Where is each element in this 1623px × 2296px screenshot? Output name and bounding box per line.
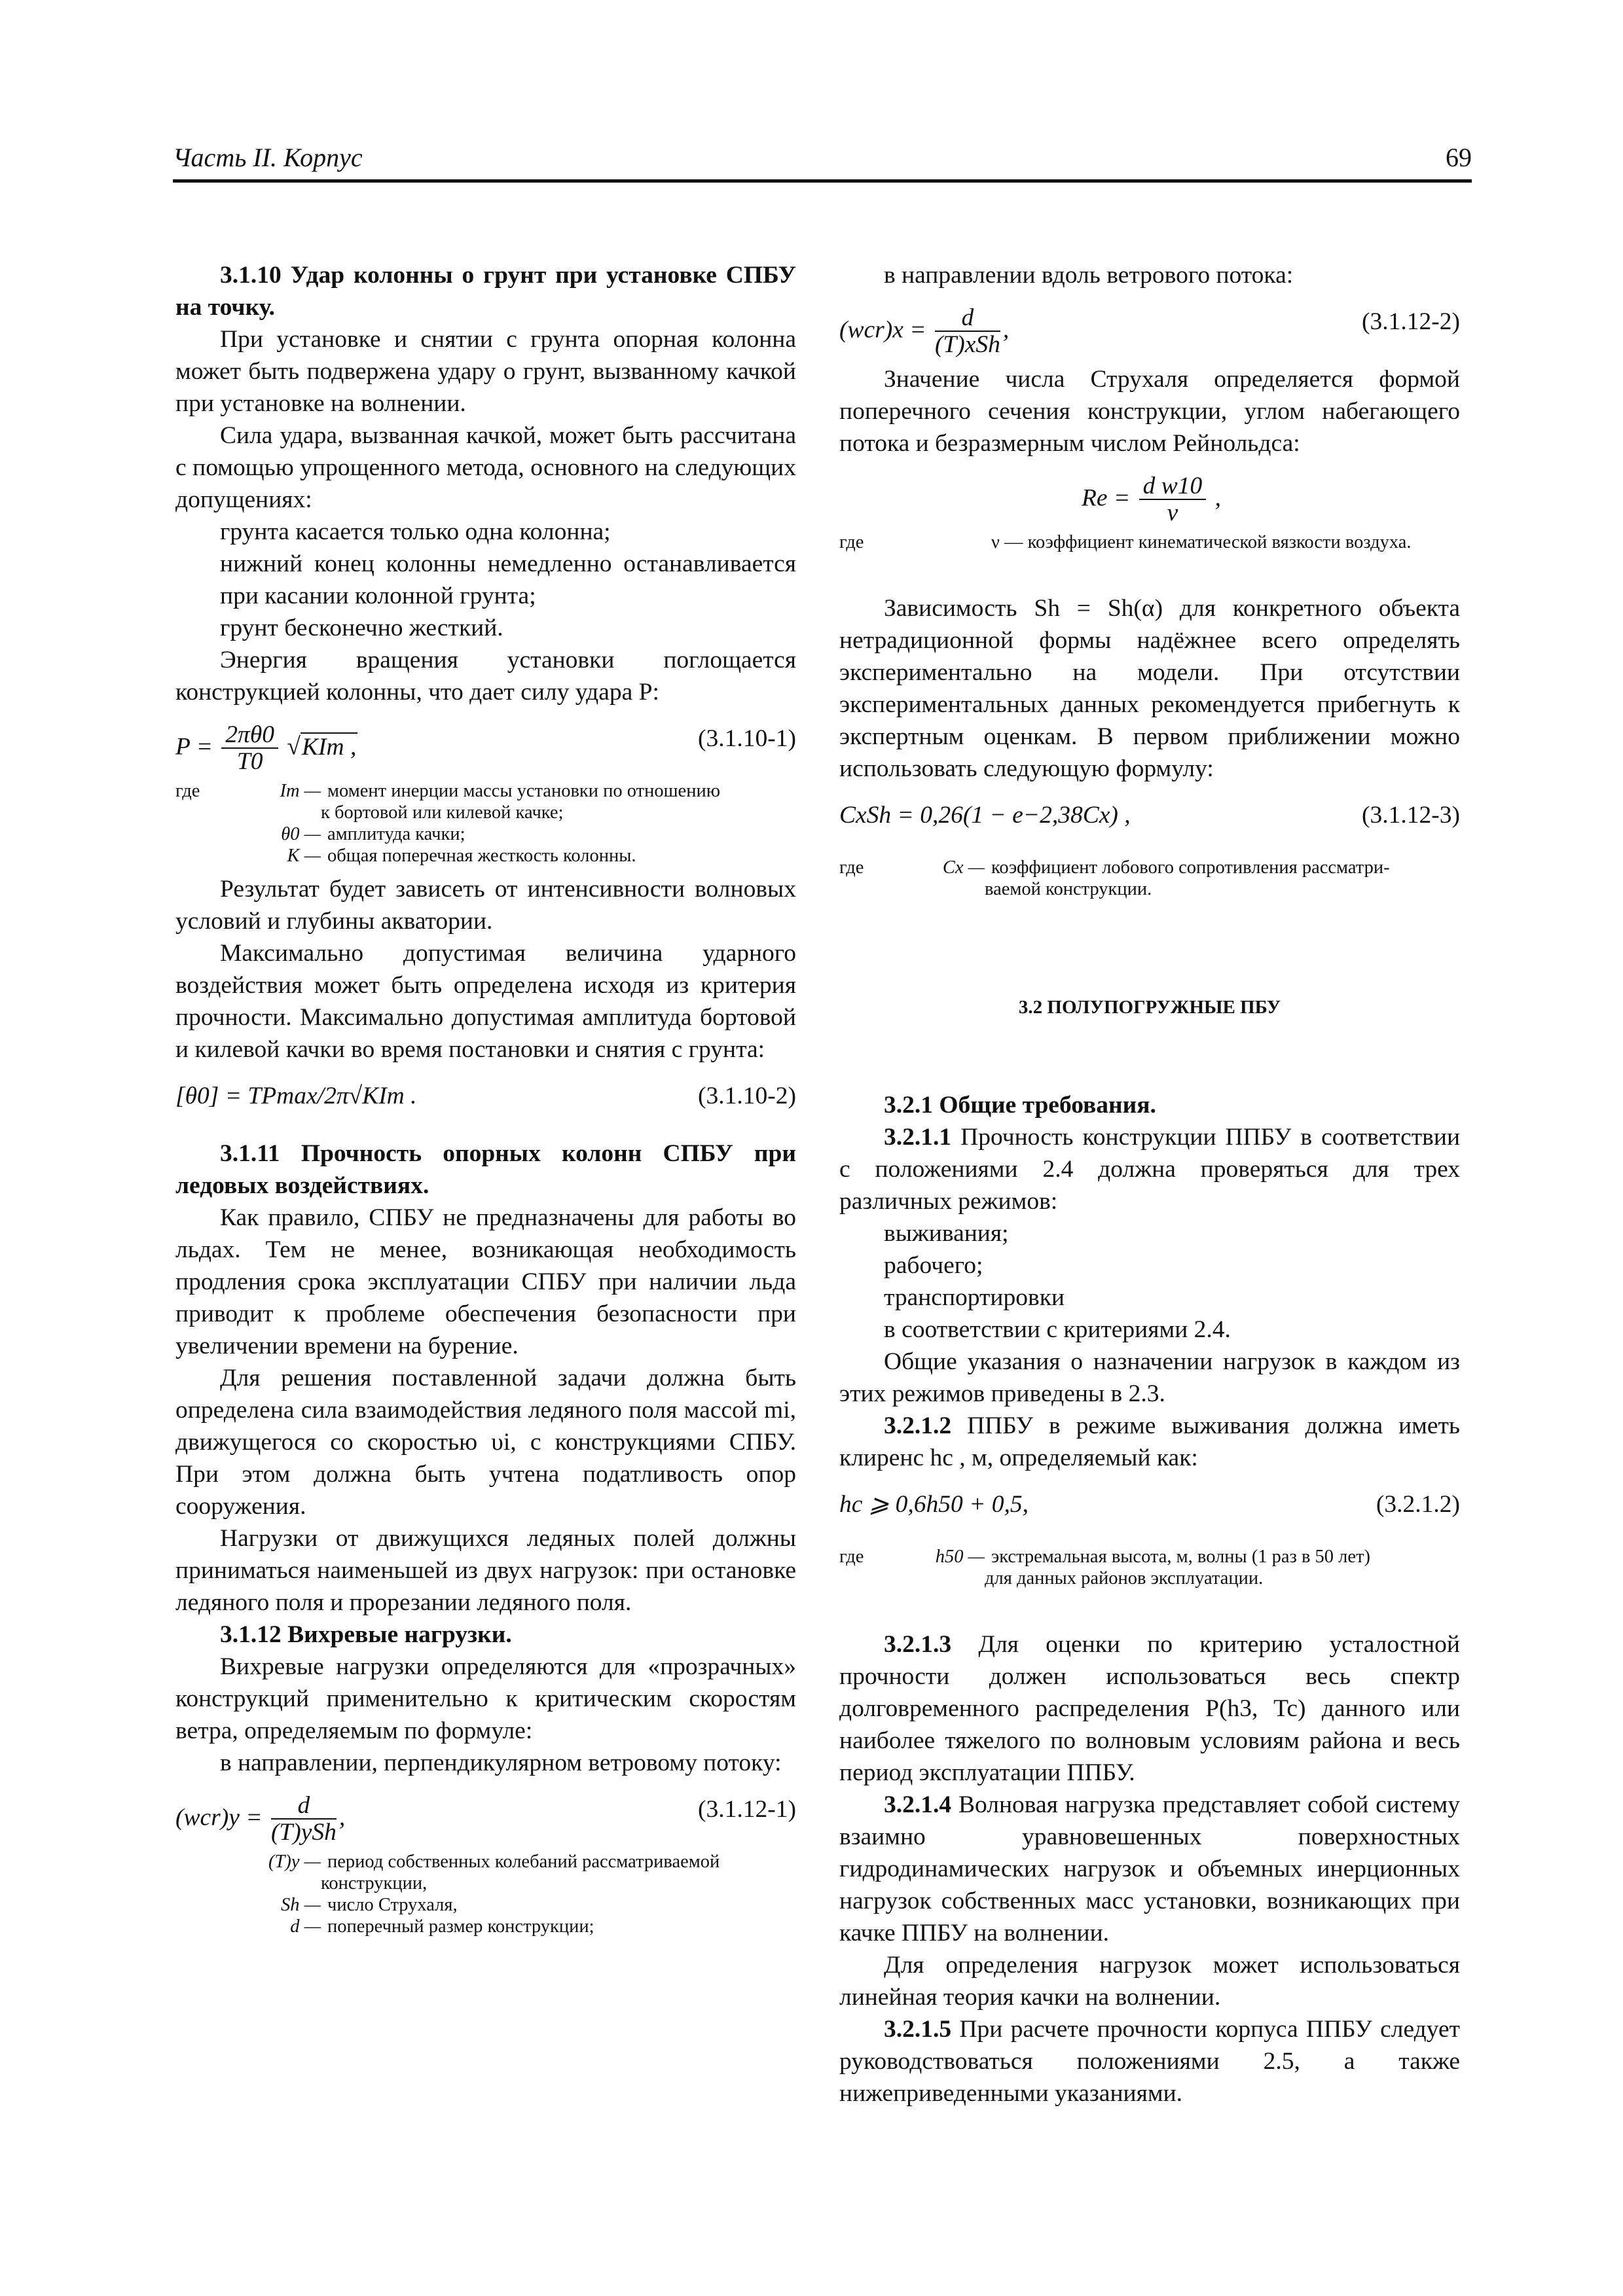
- paragraph-3-2-1-5: 3.2.1.5 При расчете прочности корпуса ППБУ следует руководствоваться положениями 2.5, а также нижеприведенными указаниями.: [839, 2016, 1461, 2107]
- paragraph: в соответствии с критериями 2.4.: [884, 1316, 1231, 1343]
- right-column: [839, 259, 1460, 2109]
- running-title: Часть II. Корпус: [173, 143, 363, 172]
- paragraph: Зависимость Sh = Sh(α) для конкретного объекта нетрадиционной формы надёжнее всего определять экспериментально на модели. При отсутствии экспериментальных данных рекомендуется прибегнуть к экспертным оценкам. В первом приближении можно использовать следующую формулу:: [839, 595, 1460, 782]
- list-item: грунта касается только одна колонна;: [220, 518, 611, 545]
- formula-3-1-12-1: (wcr)y = $\frac{d}{\text{(T)ySh}}$ , (3.1.12-1): [175, 1792, 796, 1846]
- paragraph: Результат будет зависеть от интенсивности волновых условий и глубины акватории.: [175, 876, 796, 935]
- formula-number: (3.2.1.2): [1376, 1491, 1460, 1518]
- paragraph: Энергия вращения установки поглощается конструкцией колонны, что дает силу удара P:: [175, 647, 796, 706]
- where-block: (T)y — период собственных колебаний рассматриваемой конструкции, Sh — число Струхаля, d — поперечный размер конструкции;: [268, 1852, 720, 1937]
- list-item: нижний конец колонны немедленно останавливается при касании колонной грунта;: [220, 550, 796, 609]
- list-item: грунт бесконечно жесткий.: [220, 615, 503, 641]
- formula-number: (3.1.10-1): [698, 725, 796, 752]
- formula-number: (3.1.12-2): [1362, 308, 1460, 335]
- left-column: [175, 259, 796, 1944]
- formula-number: (3.1.10-2): [698, 1083, 796, 1109]
- paragraph: Для решения поставленной задачи должна быть определена сила взаимодействия ледяного поля массой mi, движущегося со скоростью υi, с конструкциями СПБУ. При этом должна быть учтена податливость опор сооружения.: [175, 1365, 796, 1520]
- paragraph: в направлении, перпендикулярном ветровому потоку:: [220, 1749, 782, 1776]
- where-block: где Im — момент инерции массы установки по отношению к бортовой или килевой качке; θ0 — амплитуда качки; K — общая поперечная жесткость колонны.: [175, 781, 720, 866]
- section-3-1-11-title: 3.1.11 Прочность опорных колонн СПБУ при ледовых воздействиях.: [175, 1140, 796, 1199]
- section-3-2-1-title: 3.2.1 Общие требования.: [884, 1092, 1156, 1119]
- page-number: 69: [1446, 143, 1472, 172]
- where-block: где h50 — экстремальная высота, м, волны (1 раз в 50 лет) для данных районов эксплуатации.: [839, 1547, 1370, 1588]
- formula-number: (3.1.12-1): [698, 1796, 796, 1823]
- paragraph-3-2-1-3: 3.2.1.3 Для оценки по критерию усталостной прочности должен использоваться весь спектр долговременного распределения P(h3, Tc) данного или наиболее тяжелого по волновым условиям района и весь период эксплуатации ППБУ.: [839, 1631, 1460, 1786]
- where-block: где Cx — коэффициент лобового сопротивления рассматри- ваемой конструкции.: [839, 857, 1390, 899]
- page-header: [173, 145, 1472, 183]
- formula-number: (3.1.12-3): [1362, 802, 1460, 829]
- paragraph: Для определения нагрузок может использоваться линейная теория качки на волнении.: [839, 1952, 1460, 2011]
- section-3-2-title: 3.2 ПОЛУПОГРУЖНЫЕ ПБУ: [1018, 997, 1281, 1018]
- section-3-1-12-title: 3.1.12 Вихревые нагрузки.: [220, 1621, 512, 1648]
- list-item: транспортировки: [884, 1284, 1065, 1311]
- list-item: рабочего;: [884, 1252, 983, 1279]
- formula-3-1-12-3: CxSh = 0,26(1 − e−2,38Cx) , (3.1.12-3): [839, 787, 1460, 852]
- paragraph: При установке и снятии с грунта опорная колонна может быть подвержена удару о грунт, вызванному качкой при установке на волнении.: [175, 326, 796, 417]
- paragraph-3-2-1-4: 3.2.1.4 Волновая нагрузка представляет собой систему взаимно уравновешенных поверхностных гидродинамических нагрузок и объемных инерционных нагрузок собственных масс установки, возникающих при качке ППБУ на волнении.: [839, 1791, 1460, 1946]
- paragraph-3-2-1-1: 3.2.1.1 Прочность конструкции ППБУ в соответствии с положениями 2.4 должна проверяться для трех различных режимов:: [839, 1124, 1461, 1215]
- paragraph: в направлении вдоль ветрового потока:: [884, 262, 1294, 289]
- paragraph-3-2-1-2: 3.2.1.2 ППБУ в режиме выживания должна иметь клиренс hc , м, определяемый как:: [839, 1412, 1461, 1471]
- formula-reynolds: Re = $\frac{\text{d w10}}{\nu}$ ,: [1082, 473, 1221, 526]
- paragraph: Общие указания о назначении нагрузок в каждом из этих режимов приведены в 2.3.: [839, 1348, 1460, 1407]
- formula-3-2-1-2: hc ⩾ 0,6h50 + 0,5, (3.2.1.2): [839, 1477, 1460, 1541]
- paragraph: Вихревые нагрузки определяются для «прозрачных» конструкций применительно к критическим скоростям ветра, определяемым по формуле:: [175, 1653, 796, 1744]
- formula-3-1-12-2: (wcr)x = $\frac{d}{\text{(T)xSh}}$ , (3.1.12-2): [839, 304, 1460, 358]
- formula-3-1-10-1: P = $\frac{2\pi\theta 0}{T0}$ √KIm , (3.1.10-1): [175, 721, 796, 775]
- paragraph: Значение числа Струхаля определяется формой поперечного сечения конструкции, углом набегающего потока и безразмерным числом Рейнольдса:: [839, 366, 1460, 457]
- paragraph: Как правило, СПБУ не предназначены для работы во льдах. Тем не менее, возникающая необходимость продления срока эксплуатации СПБУ при наличии льда приводит к проблеме обеспечения безопасности при увеличении времени на бурение.: [175, 1204, 796, 1359]
- section-3-1-10-title: 3.1.10 Удар колонны о грунт при установке СПБУ на точку.: [175, 262, 796, 321]
- paragraph: Сила удара, вызванная качкой, может быть рассчитана с помощью упрощенного метода, основного на следующих допущениях:: [175, 422, 796, 513]
- list-item: выживания;: [884, 1220, 1009, 1247]
- formula-3-1-10-2: [θ0] = TPmax/2π√KIm . (3.1.10-2): [175, 1068, 796, 1132]
- paragraph: Максимально допустимая величина ударного воздействия может быть определена исходя из критерия прочности. Максимально допустимая амплитуда бортовой и килевой качки во время постановки и снятия с грунта:: [175, 940, 796, 1063]
- where-block: где ν — коэффициент кинематической вязкости воздуха.: [839, 532, 1412, 552]
- paragraph: Нагрузки от движущихся ледяных полей должны приниматься наименьшей из двух нагрузок: при остановке ледяного поля и прорезании ледяного поля.: [175, 1525, 796, 1616]
